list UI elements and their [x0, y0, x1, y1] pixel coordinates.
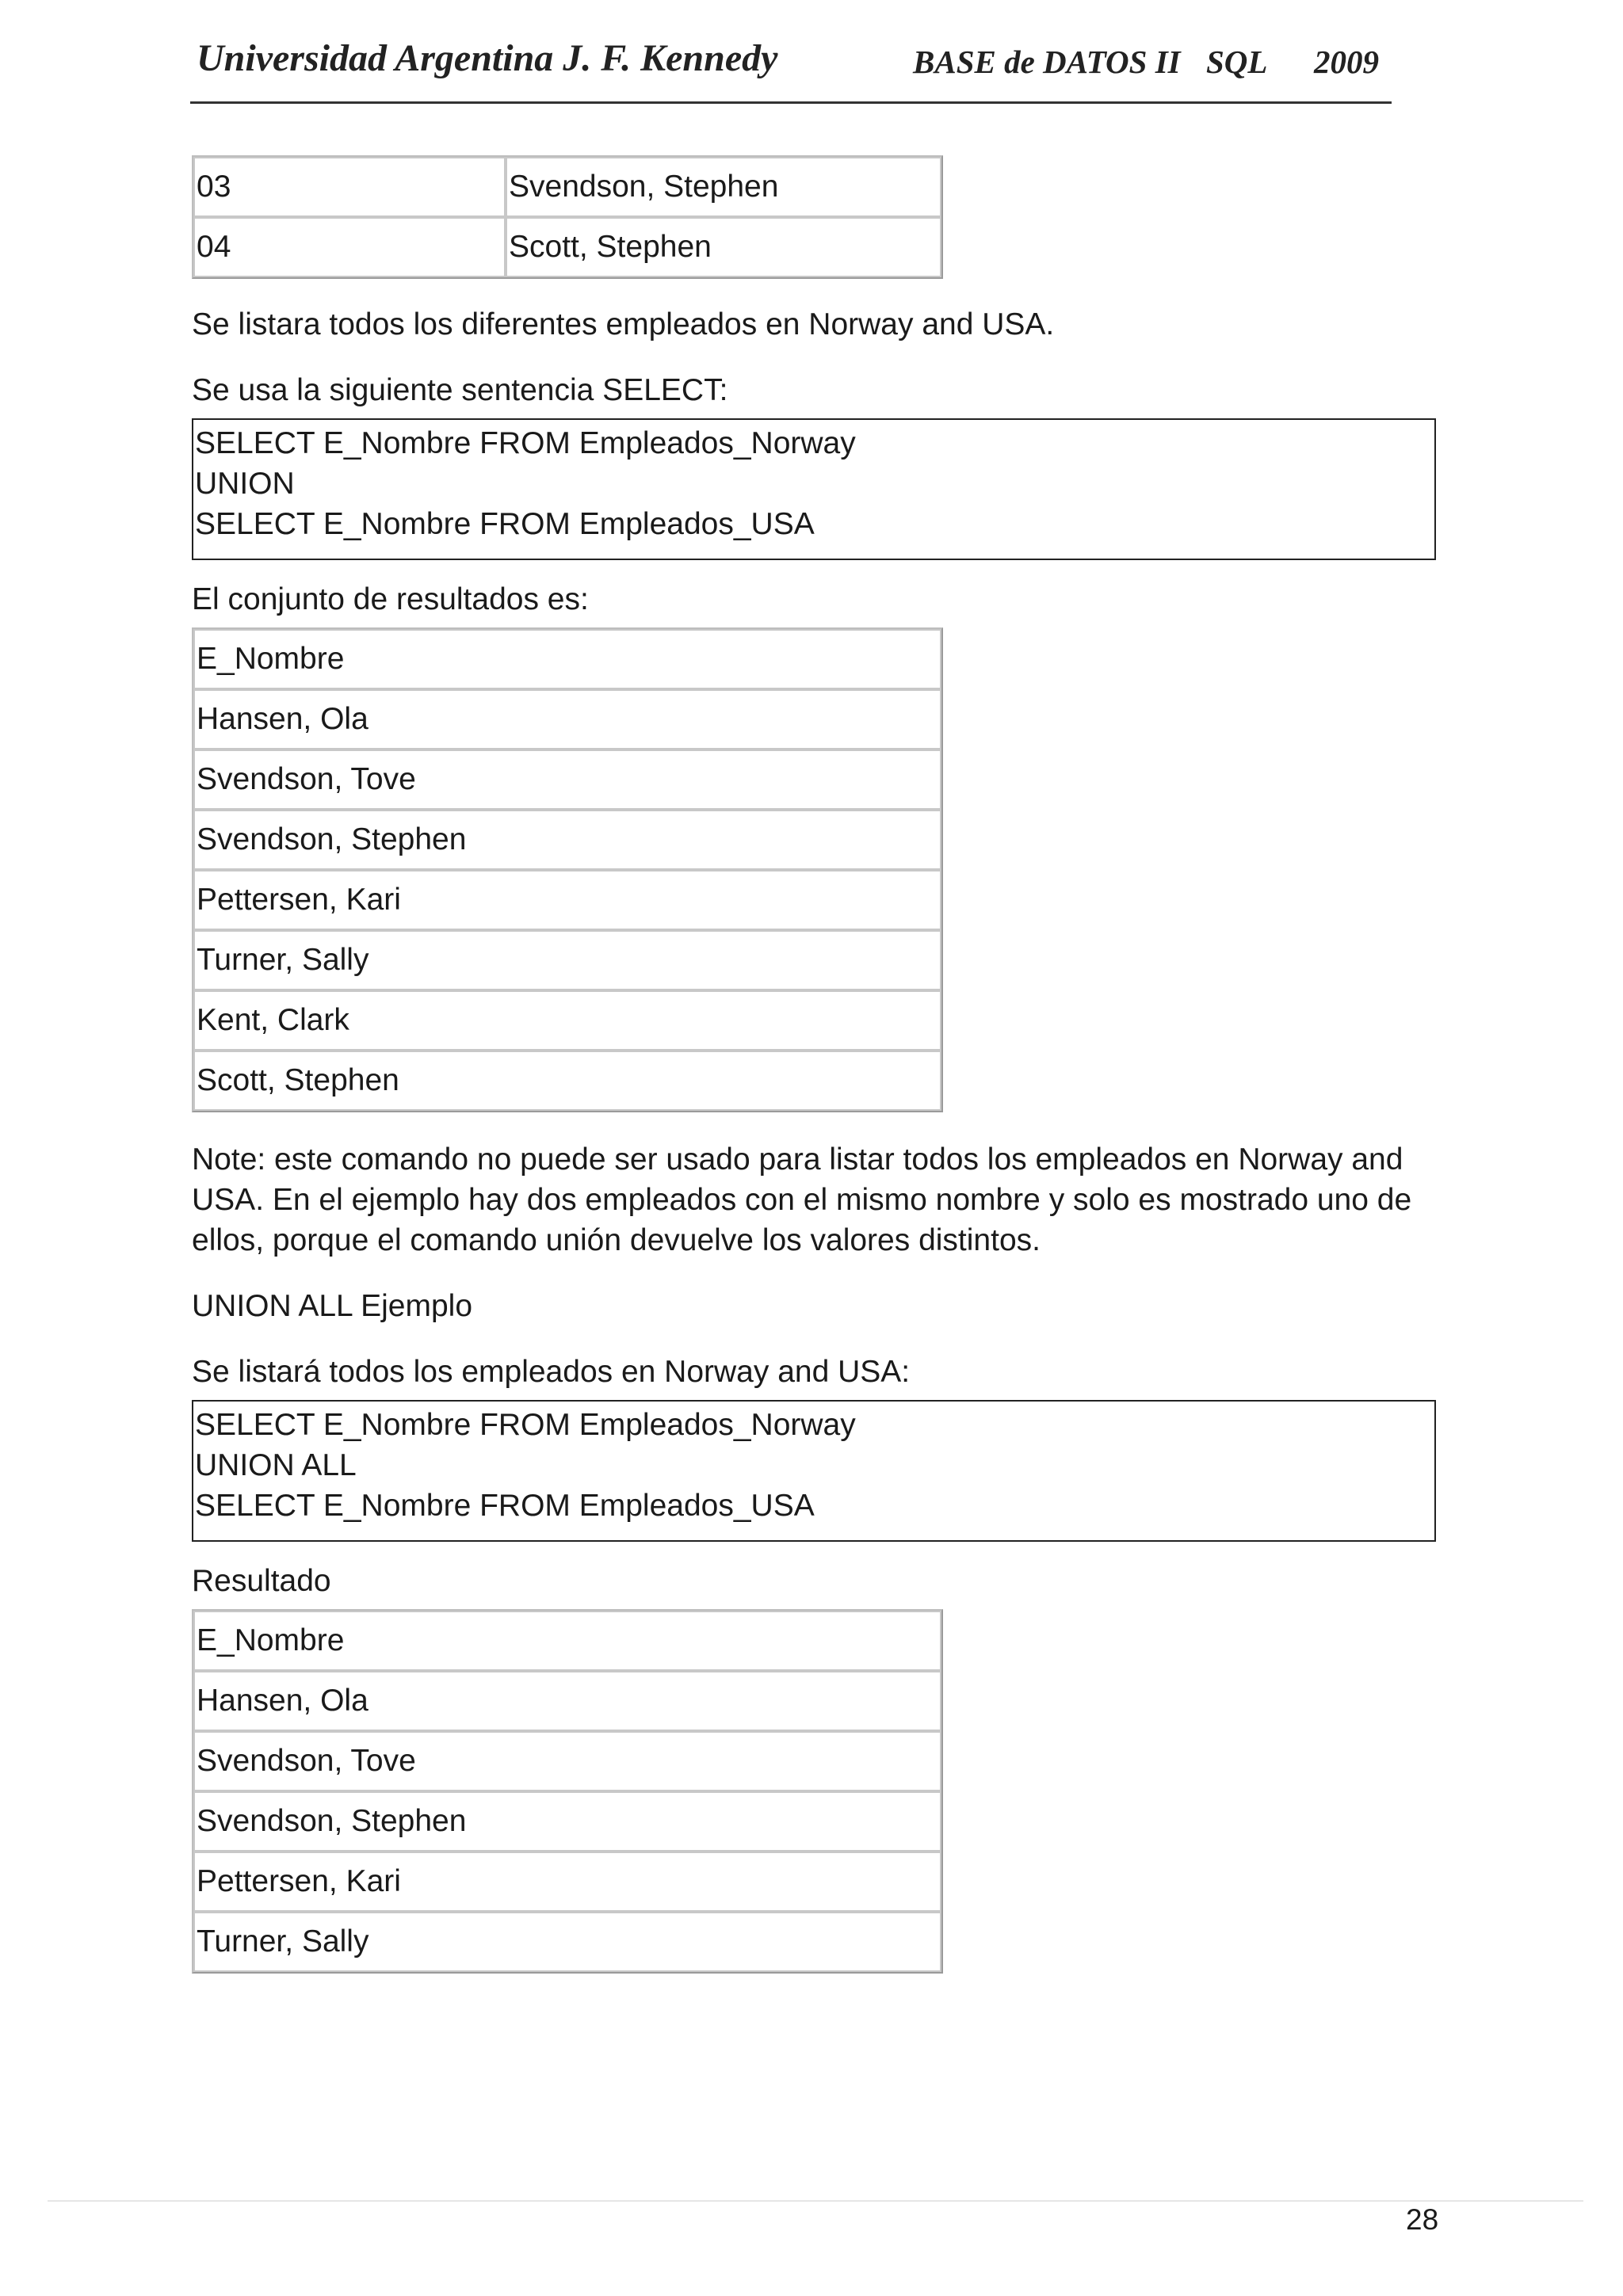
union-all-intro: Se listará todos los empleados en Norway and USA: — [192, 1355, 911, 1389]
table-cell: Svendson, Stephen — [193, 810, 941, 870]
table-row — [193, 1731, 941, 1791]
table-row — [193, 810, 941, 870]
union-code-box — [192, 418, 1436, 560]
note-line: USA. En el ejemplo hay dos empleados con el mismo nombre y solo es mostrado uno de — [192, 1183, 1412, 1217]
table-cell-name: Scott, Stephen — [506, 217, 941, 277]
table-cell: Scott, Stephen — [193, 1051, 941, 1111]
table-row — [193, 870, 941, 930]
subject-name: SQL — [1206, 44, 1268, 80]
table-cell: Svendson, Stephen — [193, 1791, 941, 1852]
table-row — [193, 217, 941, 277]
table-cell: Turner, Sally — [193, 1912, 941, 1972]
code-line: SELECT E_Nombre FROM Empleados_Norway — [195, 1408, 856, 1442]
table-row — [193, 749, 941, 810]
union-all-result-table — [192, 1609, 943, 1974]
note-line: ellos, porque el comando unión devuelve los valores distintos. — [192, 1223, 1041, 1257]
code-line: UNION ALL — [195, 1448, 357, 1482]
table-cell: Pettersen, Kari — [193, 870, 941, 930]
table-row — [193, 1671, 941, 1731]
course-year: 2009 — [1314, 44, 1379, 80]
code-line: UNION — [195, 467, 295, 501]
table-header-cell: E_Nombre — [193, 1611, 941, 1671]
footer-divider — [48, 2200, 1583, 2202]
table-cell: Hansen, Ola — [193, 1671, 941, 1731]
top-table — [192, 155, 943, 279]
table-cell: Svendson, Tove — [193, 1731, 941, 1791]
table-row — [193, 990, 941, 1051]
union-statement-label: Se usa la siguiente sentencia SELECT: — [192, 373, 728, 407]
union-all-code-box — [192, 1400, 1436, 1542]
union-result-table — [192, 627, 943, 1112]
university-name: Universidad Argentina J. F. Kennedy — [197, 37, 778, 79]
table-cell: Kent, Clark — [193, 990, 941, 1051]
course-info — [913, 43, 1379, 81]
table-cell: Pettersen, Kari — [193, 1852, 941, 1912]
document-body — [192, 155, 1444, 1974]
note-line: Note: este comando no puede ser usado para listar todos los empleados en Norway and — [192, 1142, 1403, 1177]
table-row — [193, 157, 941, 217]
union-intro: Se listara todos los diferentes empleados en Norway and USA. — [192, 307, 1055, 341]
table-cell-name: Svendson, Stephen — [506, 157, 941, 217]
table-cell-id: 04 — [193, 217, 506, 277]
table-row — [193, 1051, 941, 1111]
page-number: 28 — [1406, 2203, 1439, 2236]
union-result-label: El conjunto de resultados es: — [192, 582, 589, 616]
table-header-cell: E_Nombre — [193, 629, 941, 689]
table-header-row — [193, 629, 941, 689]
union-all-result-label: Resultado — [192, 1564, 331, 1598]
code-line: SELECT E_Nombre FROM Empleados_USA — [195, 507, 815, 541]
table-row — [193, 689, 941, 749]
table-row — [193, 1852, 941, 1912]
table-cell: Svendson, Tove — [193, 749, 941, 810]
table-row — [193, 930, 941, 990]
page-header — [190, 35, 1392, 104]
table-cell: Turner, Sally — [193, 930, 941, 990]
table-cell: Hansen, Ola — [193, 689, 941, 749]
union-note — [192, 1139, 1444, 1261]
table-header-row — [193, 1611, 941, 1671]
code-line: SELECT E_Nombre FROM Empleados_Norway — [195, 426, 856, 460]
union-all-title: UNION ALL Ejemplo — [192, 1289, 473, 1323]
table-cell-id: 03 — [193, 157, 506, 217]
table-row — [193, 1791, 941, 1852]
course-name: BASE de DATOS II — [913, 44, 1181, 80]
code-line: SELECT E_Nombre FROM Empleados_USA — [195, 1489, 815, 1523]
table-row — [193, 1912, 941, 1972]
